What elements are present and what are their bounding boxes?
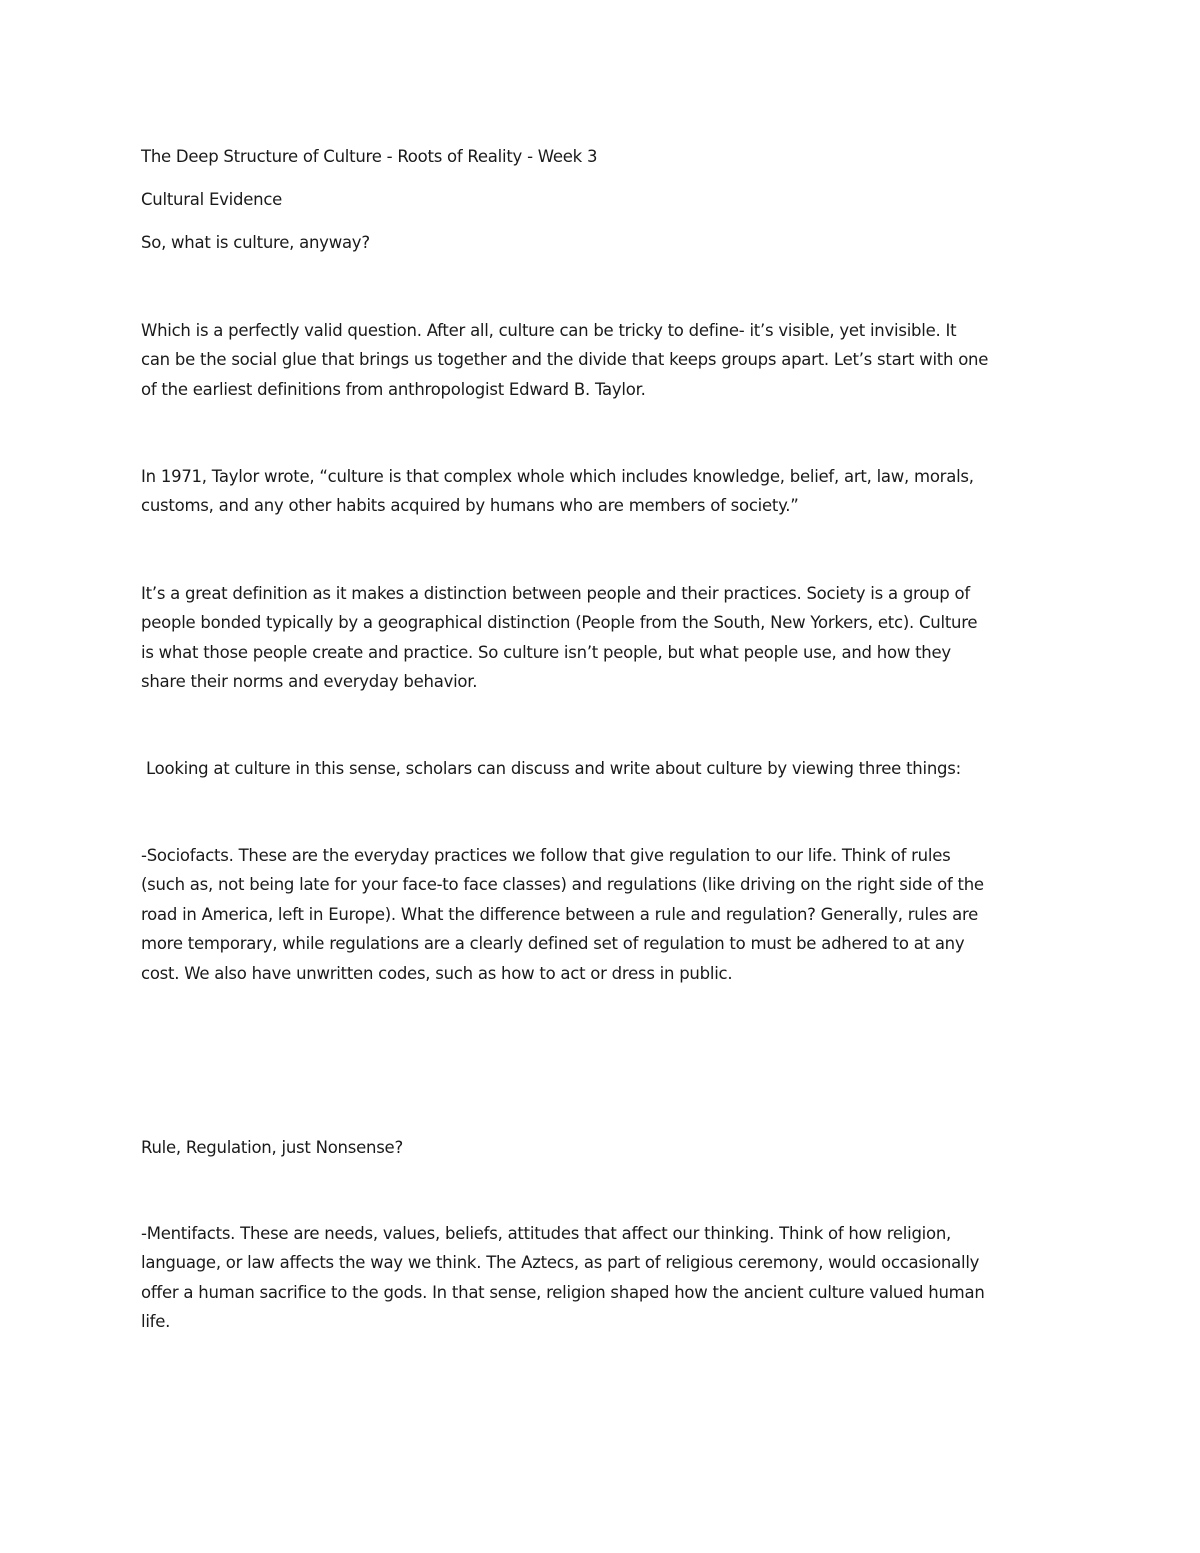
paragraph-taylor-quote [141,462,1066,521]
subheading-rule-regulation: Rule, Regulation, just Nonsense? [141,1138,403,1157]
intro-question: So, what is culture, anyway? [141,233,370,252]
paragraph-line: -Mentifacts. These are needs, values, beliefs, attitudes that affect our thinking. Think of how religion, [141,1224,952,1243]
section-heading: Cultural Evidence [141,190,283,209]
document-title: The Deep Structure of Culture - Roots of Reality - Week 3 [141,147,598,166]
paragraph-line: life. [141,1312,171,1332]
paragraph-line: (such as, not being late for your face-to face classes) and regulations (like driving on the right side of the [141,875,984,895]
paragraph-line: cost. We also have unwritten codes, such as how to act or dress in public. [141,963,733,983]
paragraph-line: -Sociofacts. These are the everyday practices we follow that give regulation to our life. Think of rules [141,846,951,865]
paragraph-society-culture [141,579,1066,697]
paragraph-definition-intro [141,316,1066,404]
paragraph-line: people bonded typically by a geographical distinction (People from the South, New Yorkers, etc). Culture [141,613,978,633]
paragraph-line: customs, and any other habits acquired by humans who are members of society.” [141,496,799,516]
paragraph-line: road in America, left in Europe). What the difference between a rule and regulation? Generally, rules are [141,904,979,924]
paragraph-line: In 1971, Taylor wrote, “culture is that complex whole which includes knowledge, belief, art, law, morals, [141,467,974,486]
paragraph-sociofacts [141,841,1066,988]
paragraph-line: can be the social glue that brings us together and the divide that keeps groups apart. Let’s start with one [141,350,989,370]
paragraph-line: more temporary, while regulations are a clearly defined set of regulation to must be adhered to at any [141,934,965,954]
paragraph-line: offer a human sacrifice to the gods. In that sense, religion shaped how the ancient culture valued human [141,1282,985,1302]
paragraph-line: of the earliest definitions from anthropologist Edward B. Taylor. [141,379,646,399]
paragraph-line: language, or law affects the way we think. The Aztecs, as part of religious ceremony, would occasionally [141,1253,980,1273]
paragraph-line: share their norms and everyday behavior. [141,672,478,692]
paragraph-mentifacts [141,1219,1066,1337]
paragraph-line: is what those people create and practice. So culture isn’t people, but what people use, and how they [141,642,951,662]
paragraph-line: Looking at culture in this sense, scholars can discuss and write about culture by viewing three things: [141,759,961,778]
paragraph-three-things [141,754,1066,783]
paragraph-line: It’s a great definition as it makes a distinction between people and their practices. Society is a group of [141,584,970,603]
paragraph-line: Which is a perfectly valid question. After all, culture can be tricky to define- it’s visible, yet invisible. It [141,321,957,340]
